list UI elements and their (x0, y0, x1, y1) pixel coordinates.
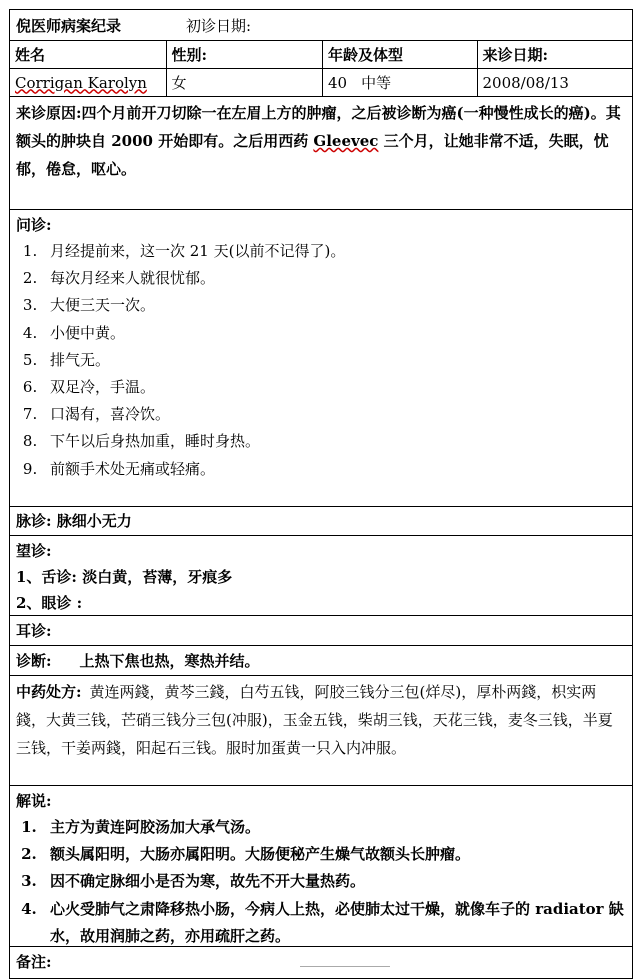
tongue-diagnosis: 1、舌诊: 淡白黄，苔薄，牙痕多 (16, 568, 233, 586)
explanation-section (9, 786, 633, 947)
list-item: 9. 前额手术处无痛或轻痛。 (42, 456, 626, 483)
field-values-row (9, 69, 633, 97)
ear-label: 耳诊: (16, 622, 52, 640)
first-visit-label: 初诊日期: (186, 16, 252, 35)
inquiry-label: 问诊: (16, 216, 52, 234)
inquiry-list (16, 238, 626, 483)
notes-section (9, 947, 633, 979)
list-item: 6. 双足冷，手温。 (42, 374, 626, 401)
observation-label: 望诊: (16, 542, 52, 560)
page-divider (300, 966, 390, 967)
list-item: 2. 额头属阳明，大肠亦属阳明。大肠便秘产生燥气故额头长肿瘤。 (42, 841, 626, 868)
reason-section (9, 97, 633, 210)
explanation-list (16, 814, 626, 950)
ear-section (9, 616, 633, 646)
eye-diagnosis: 2、眼诊 : (16, 594, 83, 612)
name-value: Corrigan Karolyn (10, 69, 167, 96)
drug-name: Gleevec (313, 132, 379, 150)
body-type-value: 中等 (361, 74, 392, 92)
list-item: 3. 大便三天一次。 (42, 292, 626, 319)
observation-section (9, 536, 633, 616)
explanation-label: 解说: (16, 792, 52, 810)
title-row (9, 9, 633, 41)
age-label: 年龄及体型 (323, 41, 478, 68)
list-item: 1. 月经提前来，这一次 21 天(以前不记得了)。 (42, 238, 626, 265)
list-item: 7. 口渴有，喜冷饮。 (42, 401, 626, 428)
list-item: 1. 主方为黄连阿胶汤加大承气汤。 (42, 814, 626, 841)
prescription-text: 中药处方: 黄连两錢，黄芩三錢，白芍五钱，阿胶三钱分三包(烊尽)，厚朴两錢，枳实两錢，大黄三钱，芒硝三钱分三包(冲服)，玉金五钱，柴胡三钱，天花三钱，麦冬三钱，半夏三钱，干姜两錢，阳起石三钱。服时加蛋黄一只入内冲服。 (16, 683, 613, 757)
diagnosis-line: 诊断: 上热下焦也热，寒热并结。 (16, 652, 260, 670)
age-value: 40 中等 (323, 69, 478, 96)
gender-label: 性别: (167, 41, 324, 68)
gender-value: 女 (167, 69, 324, 96)
notes-label: 备注: (16, 953, 52, 971)
list-item: 2. 每次月经来人就很忧郁。 (42, 265, 626, 292)
list-item: 5. 排气无。 (42, 347, 626, 374)
record-title: 倪医师病案纪录 (16, 16, 122, 35)
case-record-form (9, 9, 633, 979)
pulse-section (9, 507, 633, 536)
list-item: 3. 因不确定脉细小是否为寒，故先不开大量热药。 (42, 868, 626, 895)
inquiry-section (9, 210, 633, 507)
list-item: 8. 下午以后身热加重，睡时身热。 (42, 428, 626, 455)
pulse-text: 脉诊: 脉细小无力 (16, 512, 132, 530)
diagnosis-text: 上热下焦也热，寒热并结。 (79, 652, 260, 670)
name-label: 姓名 (10, 41, 167, 68)
prescription-section (9, 676, 633, 786)
reason-text: 来诊原因:四个月前开刀切除一在左眉上方的肿瘤，之后被诊断为癌(一种慢性成长的癌)。其额头的肿块自 2000 开始即有。之后用西药 Gleevec 三个月，让她非常不适，失眠，忧郁，倦怠，呕心。 (16, 104, 621, 178)
diagnosis-section (9, 646, 633, 676)
list-item: 4. 小便中黄。 (42, 320, 626, 347)
date-value: 2008/08/13 (482, 73, 569, 92)
list-item: 4. 心火受肺气之肃降移热小肠，今病人上热，必使肺太过干燥，就像车子的 radiator 缺水，故用润肺之药，亦用疏肝之药。 (42, 896, 626, 950)
field-labels-row (9, 41, 633, 69)
date-label: 来诊日期: (482, 46, 549, 64)
